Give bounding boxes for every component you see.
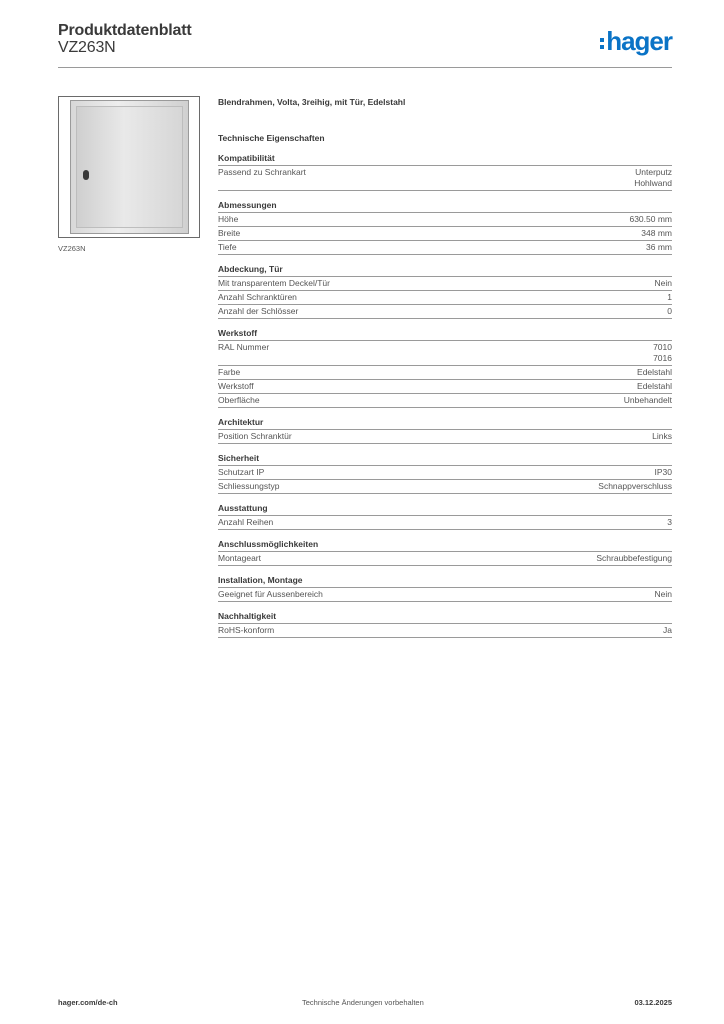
page-header [58,20,672,70]
spec-row [218,227,672,241]
spec-value-line: 3 [667,517,672,527]
spec-value-line: Hohlwand [634,178,672,188]
footer-website-link[interactable]: hager.com/de-ch [58,998,118,1007]
spec-label: Anzahl Reihen [218,517,274,527]
spec-label: Mit transparentem Deckel/Tür [218,278,330,288]
spec-value [663,625,672,636]
spec-group-title: Ausstattung [218,502,672,516]
spec-row [218,366,672,380]
spec-group [218,574,672,602]
product-image [58,96,200,238]
spec-group-title: Werkstoff [218,327,672,341]
spec-value [598,481,672,492]
spec-value [655,589,672,600]
spec-value-line: Unbehandelt [623,395,672,405]
spec-value [624,395,672,406]
spec-row [218,277,672,291]
spec-value [667,517,672,528]
spec-value [652,431,672,442]
spec-value [667,306,672,317]
spec-groups [218,152,672,638]
spec-value-line: IP30 [654,467,672,477]
door-panel-illustration [76,106,183,228]
spec-value [655,278,672,289]
spec-value-line: 1 [667,292,672,302]
spec-label: Schliessungstyp [218,481,280,491]
spec-value-line: 36 mm [646,242,672,252]
spec-group-title: Architektur [218,416,672,430]
spec-group-title: Abdeckung, Tür [218,263,672,277]
spec-group [218,610,672,638]
spec-value [634,167,672,189]
spec-value [655,467,673,478]
footer-notice: Technische Änderungen vorbehalten [302,998,424,1007]
spec-group-title: Sicherheit [218,452,672,466]
spec-value-line: Nein [654,278,672,288]
spec-group [218,502,672,530]
spec-label: Breite [218,228,241,238]
spec-value-line: Links [652,431,672,441]
hager-logo[interactable] [600,28,672,54]
spec-label: Höhe [218,214,239,224]
spec-value [629,214,672,225]
spec-label: RoHS-konform [218,625,275,635]
spec-group [218,327,672,408]
spec-row [218,480,672,494]
spec-group-title: Anschlussmöglichkeiten [218,538,672,552]
spec-row [218,588,672,602]
spec-row [218,305,672,319]
spec-row [218,380,672,394]
spec-group [218,199,672,255]
spec-label: Schutzart IP [218,467,265,477]
spec-value-line: Nein [654,589,672,599]
product-code: VZ263N [58,39,116,56]
spec-value-line: Schnappverschluss [598,481,672,491]
spec-value [641,228,672,239]
spec-label: Geeignet für Aussenbereich [218,589,323,599]
spec-label: Anzahl der Schlösser [218,306,299,316]
section-title: Technische Eigenschaften [218,133,325,143]
door-frame-illustration [70,100,189,234]
page-footer [58,998,672,1012]
spec-label: Farbe [218,367,241,377]
spec-value-line: 7010 [653,342,672,352]
spec-value-line: 0 [667,306,672,316]
spec-label: RAL Nummer [218,342,270,352]
spec-group [218,538,672,566]
spec-label: Werkstoff [218,381,254,391]
spec-group-title: Installation, Montage [218,574,672,588]
spec-value-line: Ja [663,625,672,635]
spec-group-title: Kompatibilität [218,152,672,166]
spec-row [218,552,672,566]
spec-group-title: Nachhaltigkeit [218,610,672,624]
spec-group [218,263,672,319]
spec-value [596,553,672,564]
door-knob-icon [83,170,89,180]
image-caption: VZ263N [58,244,86,253]
spec-row [218,241,672,255]
spec-group-title: Abmessungen [218,199,672,213]
spec-label: Oberfläche [218,395,260,405]
spec-row [218,291,672,305]
spec-value-line: Unterputz [635,167,672,177]
spec-row [218,466,672,480]
spec-content [218,96,672,638]
spec-row [218,394,672,408]
spec-value-line: Edelstahl [637,381,672,391]
spec-value [667,292,672,303]
spec-value-line: 7016 [653,353,672,363]
spec-label: Position Schranktür [218,431,292,441]
spec-group [218,416,672,444]
spec-label: Montageart [218,553,261,563]
spec-row [218,624,672,638]
spec-row [218,341,672,366]
spec-row [218,166,672,191]
header-divider [58,67,672,68]
spec-value-line: 630.50 mm [629,214,672,224]
spec-value-line: Edelstahl [637,367,672,377]
spec-label: Anzahl Schranktüren [218,292,297,302]
spec-value [653,342,672,364]
spec-group [218,452,672,494]
spec-value-line: Schraubbefestigung [596,553,672,563]
spec-label: Tiefe [218,242,237,252]
spec-group [218,152,672,191]
spec-value [637,381,672,392]
spec-row [218,430,672,444]
spec-value-line: 348 mm [641,228,672,238]
logo-dots-icon [600,38,604,49]
spec-row [218,516,672,530]
footer-date: 03.12.2025 [634,998,672,1007]
product-name: Blendrahmen, Volta, 3reihig, mit Tür, Edelstahl [218,97,406,107]
logo-wordmark: hager [606,26,672,56]
spec-row [218,213,672,227]
spec-value [637,367,672,378]
spec-label: Passend zu Schrankart [218,167,306,177]
spec-value [646,242,672,253]
page-title: Produktdatenblatt [58,22,192,39]
